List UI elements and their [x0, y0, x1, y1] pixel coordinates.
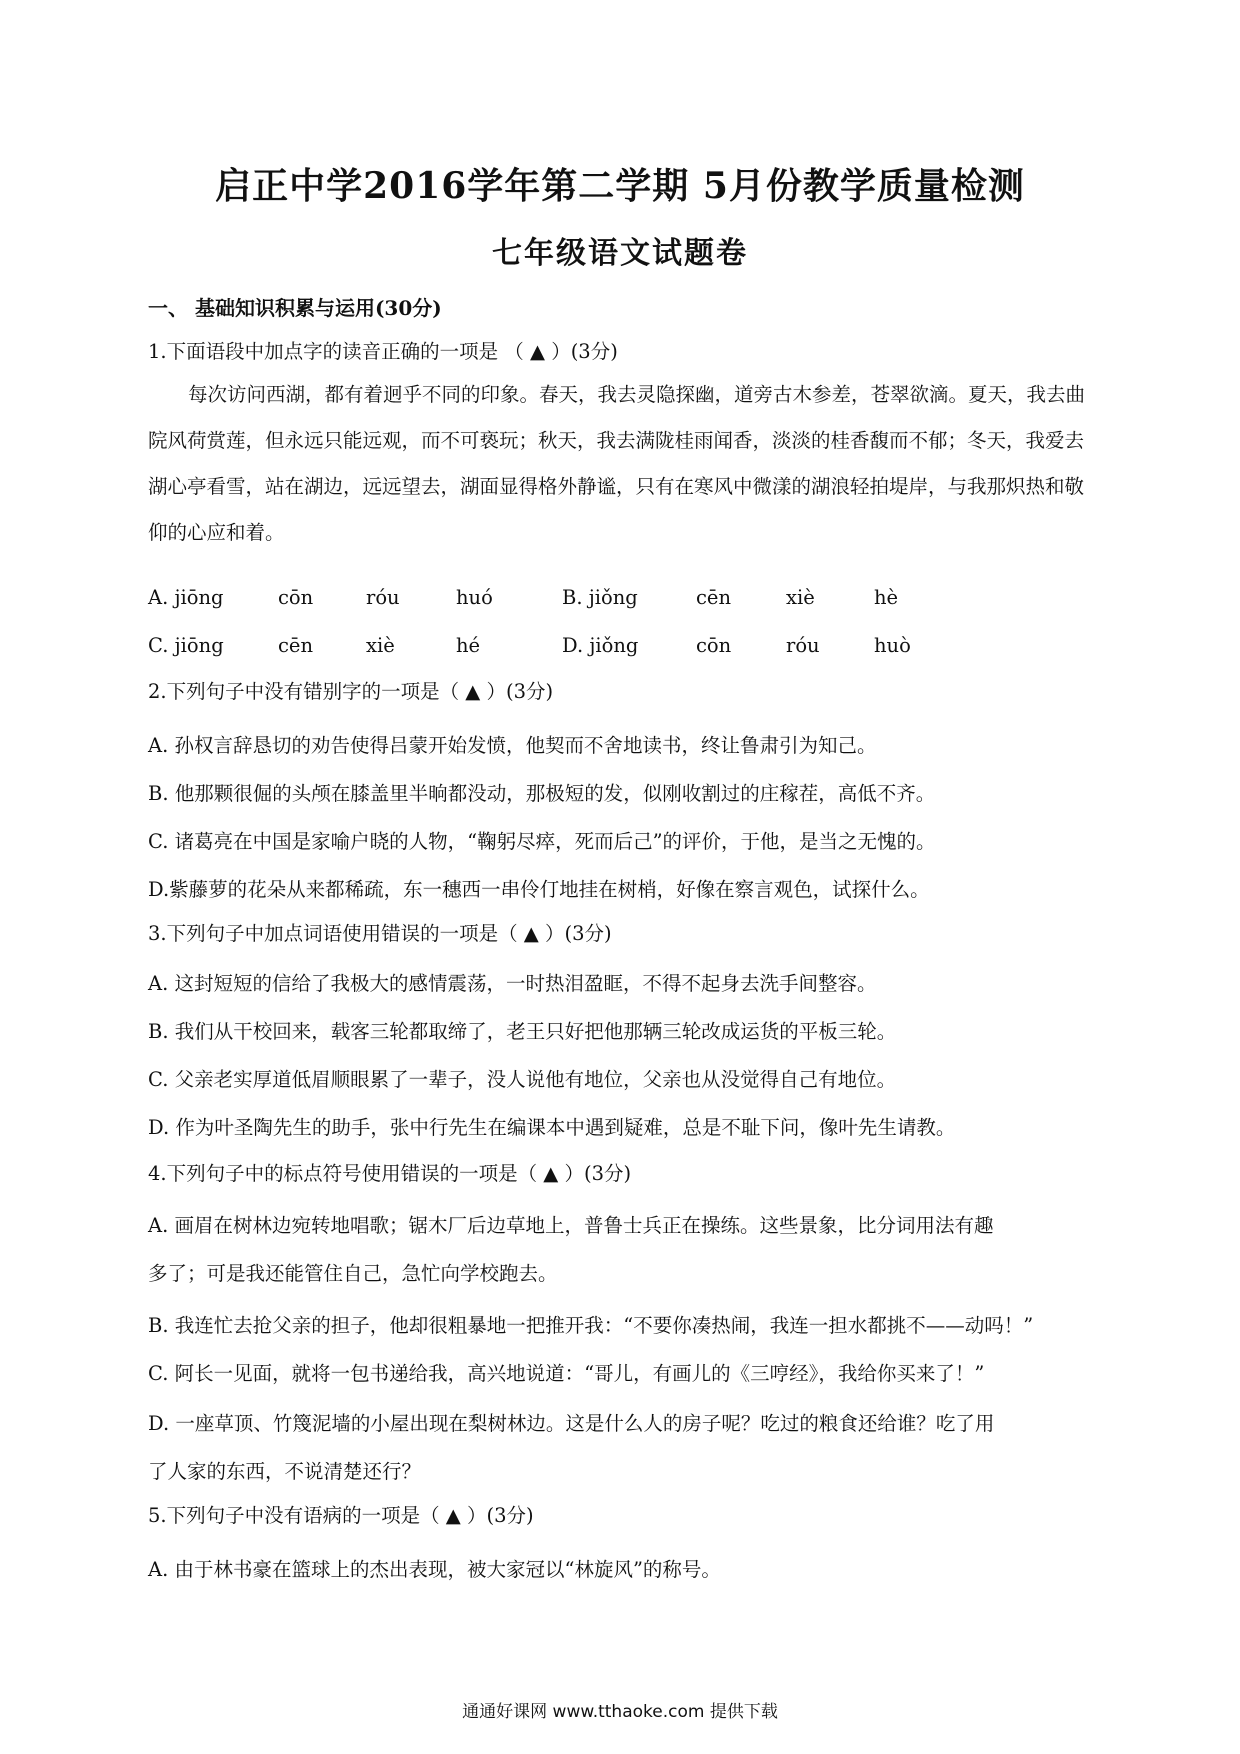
q2-stem: 2.下列句子中没有错别字的一项是（ ▲ ）(3分)	[148, 680, 554, 703]
q4-stem: 4.下列句子中的标点符号使用错误的一项是（ ▲ ）(3分)	[148, 1162, 632, 1185]
q4-option-d-line2: 了人家的东西，不说清楚还行？	[148, 1460, 422, 1483]
q1-option-a-1: A. jiōng	[148, 586, 224, 609]
page-footer: 通通好课网 www.tthaoke.com 提供下载	[462, 1702, 778, 1722]
q1-stem: 1.下面语段中加点字的读音正确的一项是 （ ▲ ）(3分)	[148, 340, 618, 363]
q1-option-c-2: cēn	[278, 634, 314, 657]
q2-option-b: B. 他那颗很倔的头颅在膝盖里半晌都没动，那极短的发，似刚收割过的庄稼茬，高低不齐。	[148, 782, 936, 805]
exam-title: 启正中学2016学年第二学期 5月份教学质量检测	[215, 165, 1025, 207]
q3-option-a: A. 这封短短的信给了我极大的感情震荡，一时热泪盈眶，不得不起身去洗手间整容。	[148, 972, 877, 995]
q5-stem: 5.下列句子中没有语病的一项是（ ▲ ）(3分)	[148, 1504, 534, 1527]
q3-option-d: D. 作为叶圣陶先生的助手，张中行先生在编课本中遇到疑难，总是不耻下问，像叶先生请教。	[148, 1116, 956, 1139]
q4-option-c: C. 阿长一见面，就将一包书递给我，高兴地说道：“哥儿，有画儿的《三哼经》，我给你买来了！”	[148, 1362, 985, 1385]
q1-option-a-4: huó	[456, 586, 493, 609]
q1-option-d-2: cōn	[696, 634, 732, 657]
q3-option-c: C. 父亲老实厚道低眉顺眼累了一辈子，没人说他有地位，父亲也从没觉得自己有地位。	[148, 1068, 897, 1091]
q5-option-a: A. 由于林书豪在篮球上的杰出表现，被大家冠以“林旋风”的称号。	[148, 1558, 721, 1581]
q4-option-a-line1: A. 画眉在树林边宛转地唱歌；锯木厂后边草地上，普鲁士兵正在操练。这些景象，比分词用法有趣	[148, 1214, 994, 1237]
q2-option-d: D.紫藤萝的花朵从来都稀疏，东一穗西一串伶仃地挂在树梢，好像在察言观色，试探什么。	[148, 878, 930, 901]
q3-stem: 3.下列句子中加点词语使用错误的一项是（ ▲ ）(3分)	[148, 922, 612, 945]
q1-option-a-3: róu	[366, 586, 400, 609]
exam-subtitle: 七年级语文试题卷	[492, 236, 748, 271]
q1-option-b-2: cēn	[696, 586, 732, 609]
q1-option-d-1: D. jiǒng	[562, 634, 639, 657]
q1-option-a-2: cōn	[278, 586, 314, 609]
q1-option-c-1: C. jiōng	[148, 634, 224, 657]
q4-option-a-line2: 多了；可是我还能管住自己，急忙向学校跑去。	[148, 1262, 558, 1285]
q1-passage: 每次访问西湖，都有着迥乎不同的印象。春天，我去灵隐探幽，道旁古木参差，苍翠欲滴。夏天，我去曲院风荷赏莲，但永远只能远观，而不可亵玩；秋天，我去满陇桂雨闻香，淡淡的桂香馥而不郁；冬天，我爱去湖心亭看雪，站在湖边，远远望去，湖面显得格外静谧，只有在寒风中微漾的湖浪轻拍堤岸，与我那炽热和敬仰的心应和着。	[148, 383, 1086, 544]
q2-option-c: C. 诸葛亮在中国是家喻户晓的人物，“鞠躬尽瘁，死而后己”的评价，于他，是当之无愧的。	[148, 830, 936, 853]
q4-option-b: B. 我连忙去抢父亲的担子，他却很粗暴地一把推开我：“不要你凑热闹，我连一担水都挑不——动吗！”	[148, 1314, 1034, 1337]
q1-option-c-4: hé	[456, 634, 481, 657]
q1-option-b-3: xiè	[786, 586, 815, 609]
q1-option-d-3: róu	[786, 634, 820, 657]
section-heading: 一、 基础知识积累与运用(30分)	[148, 296, 442, 320]
q1-option-b-4: hè	[874, 586, 899, 609]
q1-option-c-3: xiè	[366, 634, 395, 657]
q3-option-b: B. 我们从干校回来，载客三轮都取缔了，老王只好把他那辆三轮改成运货的平板三轮。	[148, 1020, 897, 1043]
q1-option-d-4: huò	[874, 634, 911, 657]
q1-option-b-1: B. jiǒng	[562, 586, 638, 609]
q4-option-d-line1: D. 一座草顶、竹篾泥墙的小屋出现在梨树林边。这是什么人的房子呢？吃过的粮食还给谁？吃了用	[148, 1412, 995, 1435]
q2-option-a: A. 孙权言辞恳切的劝告使得吕蒙开始发愤，他契而不舍地读书，终让鲁肃引为知己。	[148, 734, 877, 757]
